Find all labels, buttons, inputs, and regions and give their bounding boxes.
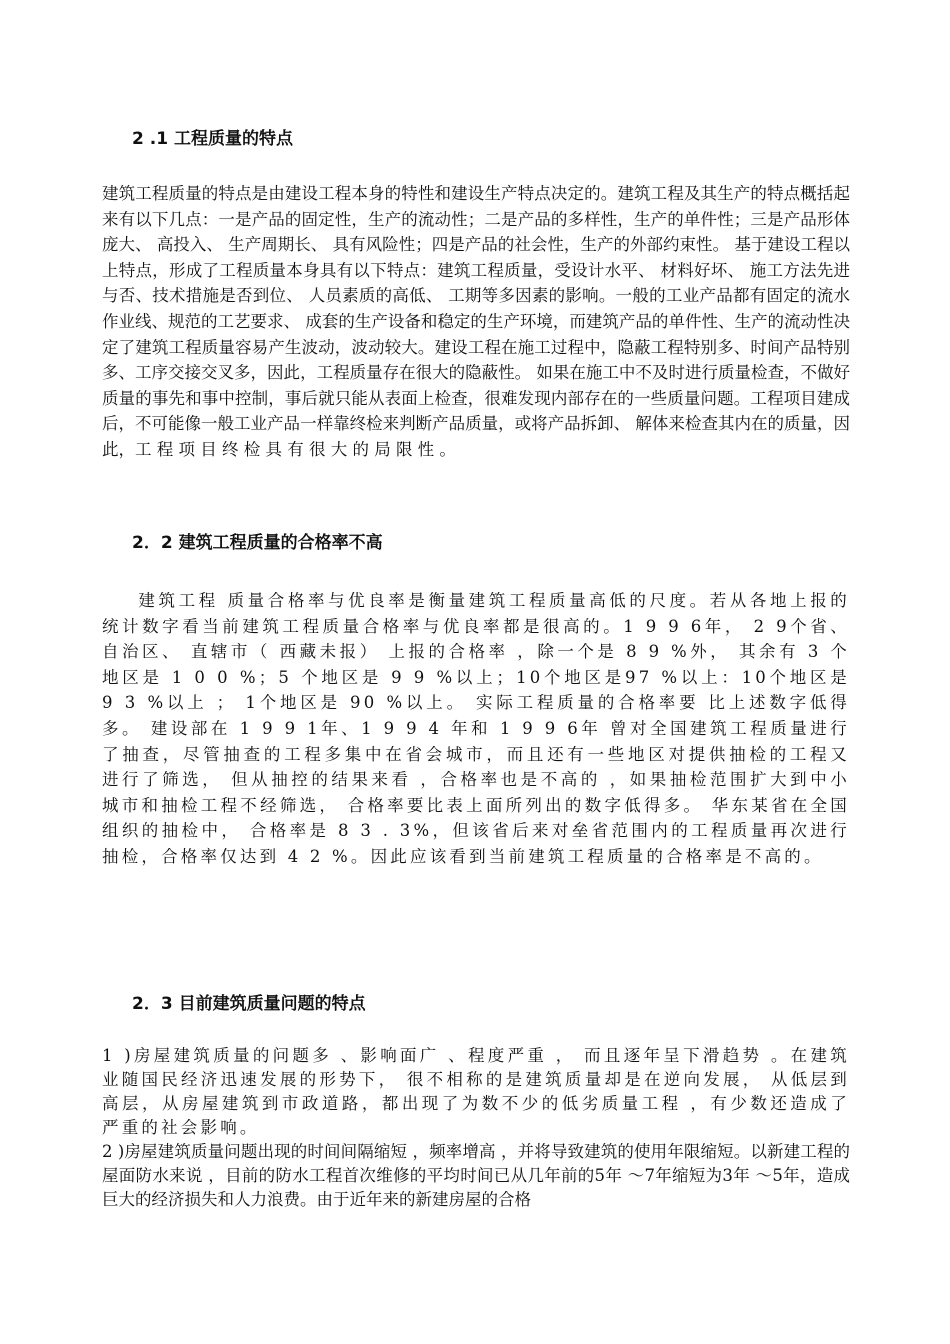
paragraph-quality-characteristics: 建筑工程质量的特点是由建设工程本身的特性和建设生产特点决定的。建筑工程及其生产的特点概括起来有以下几点：一是产品的固定性，生产的流动性；二是产品的多样性，生产的单件性；三是产品形体庞大、 高投入、 生产周期长、 具有风险性；四是产品的社会性，生产的外部约束性。 基于建设工程以上特点，形成了工程质量本身具有以下特点：建筑工程质量，受设计水平、 材料好坏、 施工方法先进与否、技术措施是否到位、 人员素质的高低、 工期等多因素的影响。一般的工业产品都有固定的流水作业线、规范的工艺要求、 成套的生产设备和稳定的生产环境，而建筑产品的单件性、生产的流动性决定了建筑工程质量容易产生波动，波动较大。建设工程在施工过程中，隐蔽工程特别多、时间产品特别多、工序交接交叉多，因此，工程质量存在很大的隐蔽性。 如果在施工中不及时进行质量检查，不做好质量的事先和事中控制，事后就只能从表面上检查，很难发现内部存在的一些质量问题。工程项目建成后，不可能像一般工业产品一样靠终检来判断产品质量，或将产品拆卸、 解体来检查其内在的质量，因此，工 程 项 目 终 检 具 有 很 大 的 局 限 性 。 — [102, 184, 850, 459]
paragraph-pass-rate-text: 建筑工程 质量合格率与优良率是衡量建筑工程质量高低的尺度。若从各地上报的统计数字看当前建筑工程质量合格率与优良率都是很高的。1 9 9 6年， 2 9个省、 自治区、 直辖市（ 西藏未报） 上报的合格率 ，除一个是 8 9 %外， 其余有 3 个地区是 1 0 0 %；5 个地区是 9 9 %以上；10个地区是97 %以上：10个地区是 9 3 %以上 ； 1个地区是 90 %以上。 实际工程质量的合格率要 比上述数字低得多。 建设部在 1 9 9 1年、1 9 9 4 年和 1 9 9 6年 曾对全国建筑工程质量进行了抽查，尽管抽查的工程多集中在省会城市，而且还有一些地区对提供抽检的工程又进行了筛选， 但从抽控的结果来看 ，合格率也是不高的 ，如果抽检范围扩大到中小城市和抽检工程不经筛选， 合格率要比表上面所列出的数字低得多。 华东某省在全国组织的抽检中， 合格率是 8 3 . 3%，但该省后来对垒省范围内的工程质量再次进行抽检，合格率仅达到 4 2 %。因此应该看到当前建筑工程质量的合格率是不高的。 — [102, 591, 850, 866]
paragraph-problem-2: 2 )房屋建筑质量问题出现的时间间隔缩短 ，频率增高 ，并将导致建筑的使用年限缩短。以新建工程的屋面防水来说 ，目前的防水工程首次维修的平均时间已从几年前的5年 ～7年缩短为3年 ～5年，造成巨大的经济损失和人力浪费。由于近年来的新建房屋的合格 — [102, 1142, 850, 1209]
paragraph-problem-1: 1 )房屋建筑质量的问题多 、影响面广 、程度严重 ， 而且逐年呈下滑趋势 。在建筑业随国民经济迅速发展的形势下， 很不相称的是建筑质量却是在逆向发展， 从低层到高层，从房屋建筑到市政道路，都出现了为数不少的低劣质量工程 ，有少数还造成了严重的社会影响。 — [102, 1046, 850, 1137]
section-heading-2-2: 2．2 建筑工程质量的合格率不高 — [132, 533, 383, 553]
section-heading-2-3: 2．3 目前建筑质量问题的特点 — [132, 994, 366, 1014]
paragraph-pass-rate — [102, 588, 850, 870]
section-heading-2-1: 2 .1 工程质量的特点 — [132, 129, 293, 149]
